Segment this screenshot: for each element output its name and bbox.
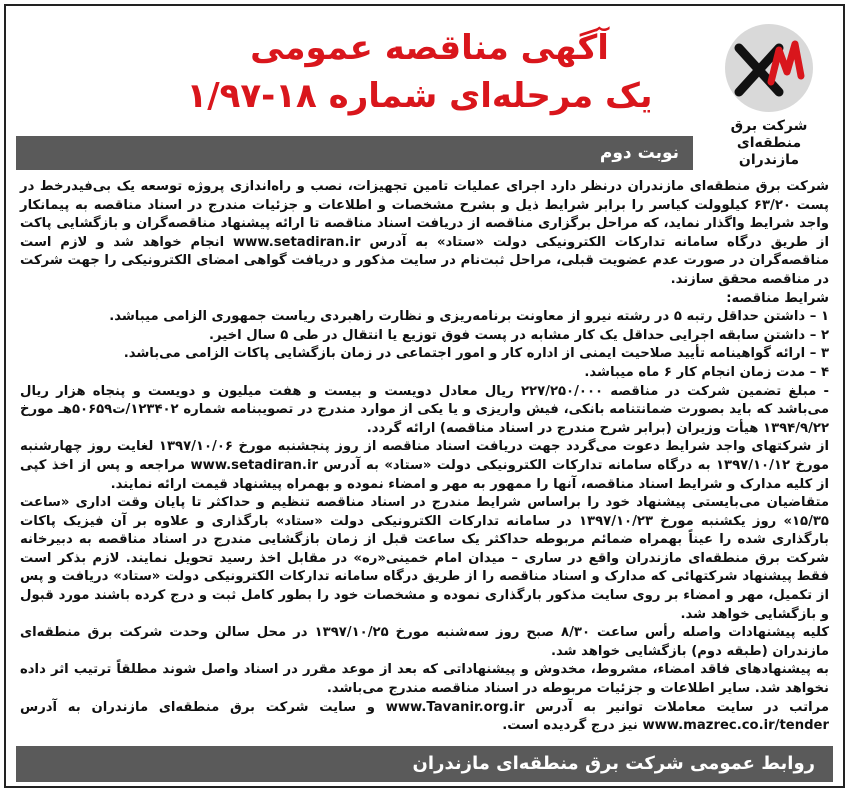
footer-text: روابط عمومی شرکت برق منطقه‌ای مازندران (412, 753, 815, 774)
condition-item: ۲ – داشتن سابقه اجرایی حداقل یک کار مشابه در پست فوق توزیع یا انتقال در طی ۵ سال اخیر. (209, 327, 829, 343)
round-label: نوبت دوم (599, 143, 679, 163)
advertisement-frame (4, 4, 845, 788)
tavanir-link[interactable]: www.Tavanir.org.ir (385, 699, 525, 715)
conditions-heading: شرایط مناقصه: (726, 290, 829, 306)
electricity-company-logo-icon (721, 20, 817, 116)
intro-paragraph (20, 178, 829, 290)
ad-subtitle: یک مرحله‌ای شماره ۱۸-۱/۹۷ (186, 76, 653, 116)
logo-company-name: شرکت برق منطقه‌ای مازندران (730, 118, 808, 168)
guarantee-paragraph: - مبلغ تضمین شرکت در مناقصه ۲۲۷/۲۵۰/۰۰۰ ریال معادل دویست و بیست و هفت میلیون و دویست و پنجاه هزار ریال می‌باشد که باید بصورت ضمانتنامه بانکی، فیش واریزی و یا یکی از موارد مندرج در تصویبنامه شماره ۱۲۳۴۰۲/ت۵۰۶۵۹هـ مورخ ۱۳۹۴/۹/۲۲ هیأت وزیران (برابر شرح مندرج در اسناد مناقصه) ارائه گردد. (20, 383, 829, 436)
invitation-text-1: از شرکتهای واجد شرایط دعوت می‌گردد جهت دریافت اسناد مناقصه از روز پنجشنبه مورخ ۱۳۹۷/۱۰/۰۶ لغایت روز چهارشنبه مورخ ۱۳۹۷/۱۰/۱۲ به درگاه سامانه تدارکات الکترونیکی دولت «ستاد» به آدرس (20, 439, 830, 473)
ad-title: آگهی مناقصه عمومی (250, 28, 609, 68)
footer-banner (16, 746, 833, 782)
mazrec-link[interactable]: www.mazrec.co.ir/tender (642, 718, 829, 734)
websites-text-1: مراتب در سایت معاملات توانیر به آدرس (535, 699, 829, 715)
invitation-paragraph (20, 438, 829, 494)
ad-body (20, 178, 829, 736)
round-banner (16, 136, 693, 170)
websites-text-2: و سایت شرکت برق منطقه‌ای مازندران به آدرس (20, 699, 375, 715)
setad-link[interactable]: www.setadiran.ir (190, 457, 318, 473)
company-logo (709, 20, 829, 168)
opening-paragraph: کلیه پیشنهادات واصله رأس ساعت ۸/۳۰ صبح روز سه‌شنبه مورخ ۱۳۹۷/۱۰/۲۵ در محل سالن وحدت شرکت برق منطقه‌ای مازندران (طبقه دوم) بازگشایی خواهد شد. (20, 625, 829, 659)
intro-text-1: شرکت برق منطقه‌ای مازندران درنظر دارد اجرای عملیات تامین تجهیزات، نصب و راه‌اندازی پروژه توسعه یک بی‌فیدرخط در پست ۶۳/۲۰ کیلوولت کیاسر را برابر شرایط ذیل و بشرح مشخصات و اطلاعات و جزئیات مندرج در اسناد مناقصه به پیمانکار واجد شرایط واگذار نماید، که مراحل برگزاری مناقصه از دریافت اسناد مناقصه تا ارائه پیشنهاد مناقصه‌گران و بازگشایی پاکت از طریق درگاه سامانه تدارکات الکترونیکی دولت «ستاد» به آدرس (20, 179, 830, 250)
setad-link[interactable]: www.setadiran.ir (232, 234, 361, 250)
condition-item: ۱ – داشتن حداقل رتبه ۵ در رشته نیرو از معاونت برنامه‌ریزی و نظارت راهبردی ریاست جمهوری الزامی میباشد. (109, 309, 829, 325)
condition-item: ۳ – ارائه گواهینامه تأیید صلاحیت ایمنی از اداره کار و امور اجتماعی در زمان بازگشایی پاکات الزامی می‌باشد. (123, 346, 829, 362)
rejection-paragraph: به پیشنهادهای فاقد امضاء، مشروط، مخدوش و پیشنهاداتی که بعد از موعد مقرر در اسناد واصل شوند مطلقاً ترتیب اثر داده نخواهد شد. سایر اطلاعات و جزئیات مربوطه در اسناد مناقصه مندرج می‌باشد. (20, 662, 829, 697)
websites-text-3: نیز درج گردیده است. (502, 718, 638, 734)
condition-item: ۴ – مدت زمان انجام کار ۶ ماه میباشد. (584, 364, 829, 380)
invitation-text-2: مراجعه و پس از اخذ کپی از کلیه مدارک و شرایط اسناد مناقصه، آنها را ممهور به مهر و امضاء نموده و بهمراه پیشنهاد قیمت ارائه نمایند. (20, 457, 829, 492)
websites-paragraph (20, 699, 829, 736)
submission-paragraph: متقاضیان می‌بایستی پیشنهاد خود را براساس شرایط مندرج در اسناد مناقصه تنظیم و حداکثر تا پایان وقت اداری «ساعت ۱۵/۳۵» روز یکشنبه مورخ ۱۳۹۷/۱۰/۲۳ در سامانه تدارکات الکترونیکی دولت «ستاد» بارگذاری و علاوه بر آن فیزیک پاکات بارگذاری شده را عیناً بهمراه ضمائم مربوطه حداکثر یک ساعت قبل از زمان بازگشایی مندرج در اسناد مناقصه به دبیرخانه شرکت برق منطقه‌ای مازندران واقع در ساری – میدان امام خمینی«ره» در مقابل اخذ رسید تحویل نمایند. لازم بذکر است فقط پیشنهاد شرکتهائی که مدارک و اسناد مناقصه را از طریق درگاه سامانه تدارکات الکترونیکی دولت «ستاد» دریافت و پس از تکمیل، مهر و امضاء بر روی سایت مذکور بارگذاری نموده و مشخصات خود را بطور کامل ثبت و درج کرده باشند مورد قبول و بازگشایی خواهد شد. (20, 495, 829, 622)
intro-text-2: انجام خواهد شد و لازم است مناقصه‌گران در صورت عدم عضویت قبلی، مراحل ثبت‌نام در سایت مذکور و دریافت گواهی امضای الکترونیکی را جهت شرکت در مناقصه محقق سازند. (20, 234, 829, 287)
